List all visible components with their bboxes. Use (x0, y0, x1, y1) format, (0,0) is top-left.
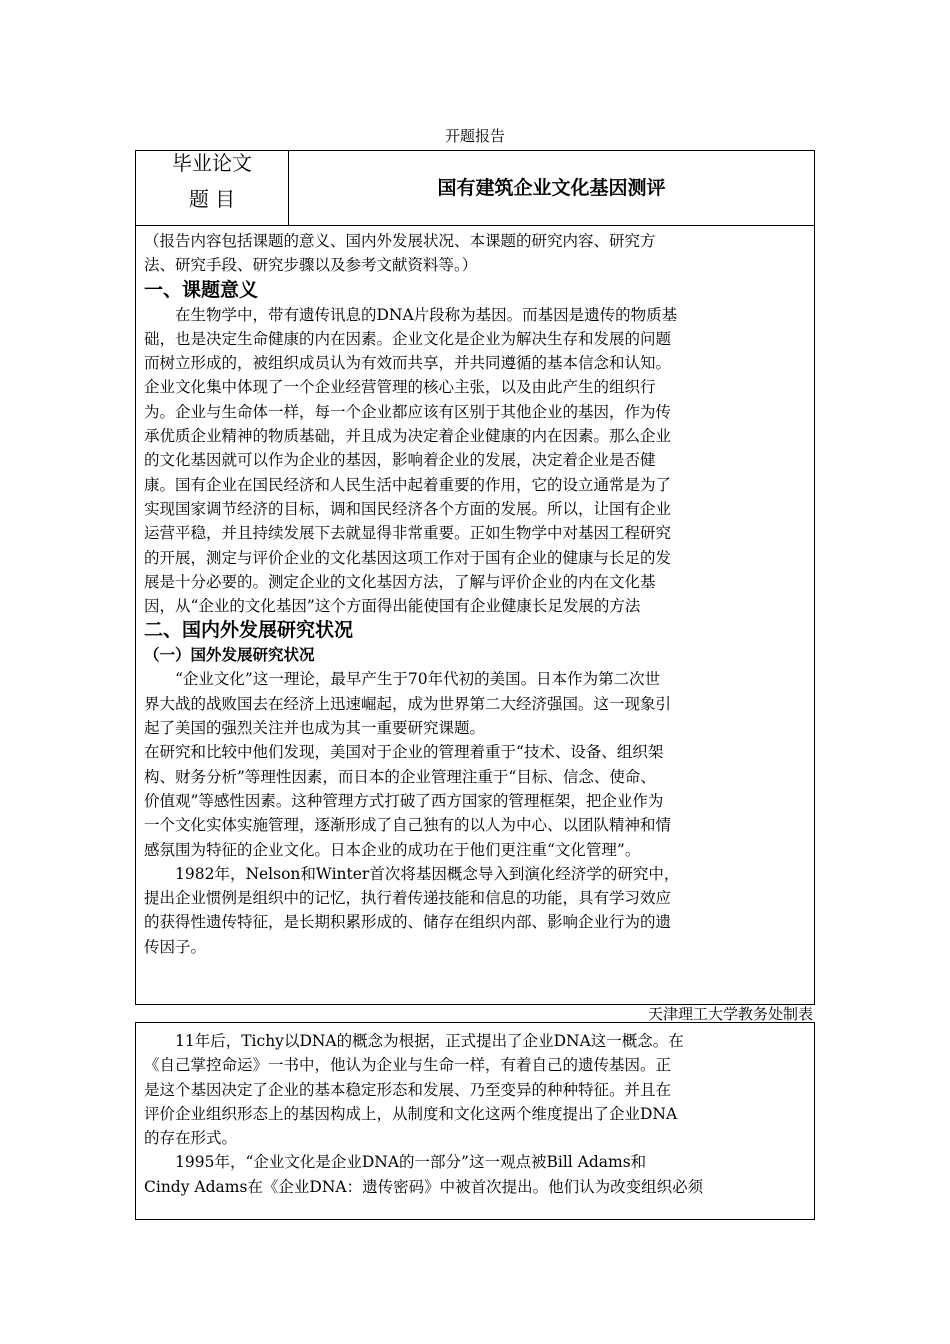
paragraph-line: 的文化基因就可以作为企业的基因，影响着企业的发展，决定着企业是否健 (144, 451, 656, 470)
paragraph-line: 展是十分必要的。测定企业的文化基因方法，了解与评价企业的内在文化基 (144, 572, 656, 591)
thesis-title-label-line2: 题 目 (188, 187, 236, 211)
paragraph-line: “企业文化”这一理论，最早产生于70年代初的美国。日本作为第二次世 (175, 670, 661, 689)
paragraph-line: 的开展，测定与评价企业的文化基因这项工作对于国有企业的健康与长足的发 (144, 548, 672, 567)
paragraph-line: 提出企业惯例是组织中的记忆，执行着传递技能和信息的功能，具有学习效应 (144, 889, 672, 908)
section-note-line: 法、研究手段、研究步骤以及参考文献资料等。） (144, 256, 478, 275)
continuation-box (135, 1022, 815, 1220)
page-header: 开题报告 (444, 127, 505, 145)
paragraph-line: 的存在形式。 (144, 1129, 238, 1148)
thesis-title-row (136, 151, 814, 226)
heading-research-status: 二、国内外发展研究状况 (144, 619, 354, 642)
thesis-title-value: 国有建筑企业文化基因测评 (437, 177, 666, 199)
paragraph-line: 是这个基因决定了企业的基本稳定形态和发展、乃至变异的种种特征。并且在 (144, 1080, 672, 1099)
paragraph-line: 感氛围为特征的企业文化。日本企业的成功在于他们更注重“文化管理”。 (144, 840, 641, 859)
paragraph-line: 而树立形成的，被组织成员认为有效而共享，并共同遵循的基本信念和认知。 (144, 354, 672, 373)
report-content (144, 229, 808, 959)
paragraph-line: 一个文化实体实施管理，逐渐形成了自己独有的以人为中心、以团队精神和情 (144, 816, 672, 835)
paragraph-line: 实现国家调节经济的目标，调和国民经济各个方面的发展。所以，让国有企业 (144, 499, 672, 518)
paragraph-line: 价值观”等感性因素。这种管理方式打破了西方国家的管理框架，把企业作为 (144, 791, 664, 810)
paragraph-line: 企业文化集中体现了一个企业经营管理的核心主张，以及由此产生的组织行 (144, 378, 656, 397)
paragraph-line: 1982年，Nelson和Winter首次将基因概念导入到演化经济学的研究中， (175, 864, 680, 883)
subheading-foreign-research: （一）国外发展研究状况 (144, 646, 315, 665)
paragraph-line: 运营平稳，并且持续发展下去就显得非常重要。正如生物学中对基因工程研究 (144, 524, 672, 543)
paragraph-line: 为。企业与生命体一样，每一个企业都应该有区别于其他企业的基因，作为传 (144, 402, 672, 421)
paragraph-line: 康。国有企业在国民经济和人民生活中起着重要的作用，它的设立通常是为了 (144, 475, 672, 494)
paragraph-line: 在研究和比较中他们发现，美国对于企业的管理着重于“技术、设备、组织架 (144, 743, 664, 762)
paragraph-line: 构、财务分析”等理性因素，而日本的企业管理注重于“目标、信念、使命、 (144, 767, 656, 786)
paragraph-line: 评价企业组织形态上的基因构成上，从制度和文化这两个维度提出了企业DNA (144, 1104, 678, 1123)
paragraph-line: 界大战的战败国去在经济上迅速崛起，成为世界第二大经济强国。这一现象引 (144, 694, 672, 713)
section-note-line: （报告内容包括课题的意义、国内外发展状况、本课题的研究内容、研究方 (144, 232, 656, 250)
paragraph-line: 《自己掌控命运》一书中，他认为企业与生命一样，有着自己的遗传基因。正 (144, 1056, 672, 1075)
page-footer: 天津理工大学教务处制表 (647, 1005, 813, 1023)
paragraph-line: 传因子。 (144, 937, 207, 956)
paragraph-line: 起了美国的强烈关注并也成为其一重要研究课题。 (144, 719, 486, 738)
paragraph-line: 承优质企业精神的物质基础，并且成为决定着企业健康的内在因素。那么企业 (144, 427, 672, 446)
heading-significance: 一、课题意义 (144, 278, 259, 301)
paragraph-line: Cindy Adams在《企业DNA：遗传密码》中被首次提出。他们认为改变组织必须 (144, 1177, 704, 1196)
thesis-title-label-line1: 毕业论文 (172, 151, 252, 175)
paragraph-line: 在生物学中，带有遗传讯息的DNA片段称为基因。而基因是遗传的物质基 (175, 305, 678, 324)
paragraph-line: 1995年，“企业文化是企业DNA的一部分”这一观点被Bill Adams和 (175, 1153, 647, 1172)
thesis-title-label (136, 151, 289, 225)
paragraph-line: 的获得性遗传特征，是长期积累形成的、储存在组织内部、影响企业行为的遗 (144, 913, 672, 932)
continuation-content (144, 1029, 808, 1199)
report-form-box (135, 150, 815, 1005)
paragraph-line: 因，从“企业的文化基因”这个方面得出能使国有企业健康长足发展的方法 (144, 597, 641, 616)
paragraph-line: 础，也是决定生命健康的内在因素。企业文化是企业为解决生存和发展的问题 (144, 329, 672, 348)
paragraph-line: 11年后，Tichy以DNA的概念为根据，正式提出了企业DNA这一概念。在 (175, 1032, 684, 1050)
